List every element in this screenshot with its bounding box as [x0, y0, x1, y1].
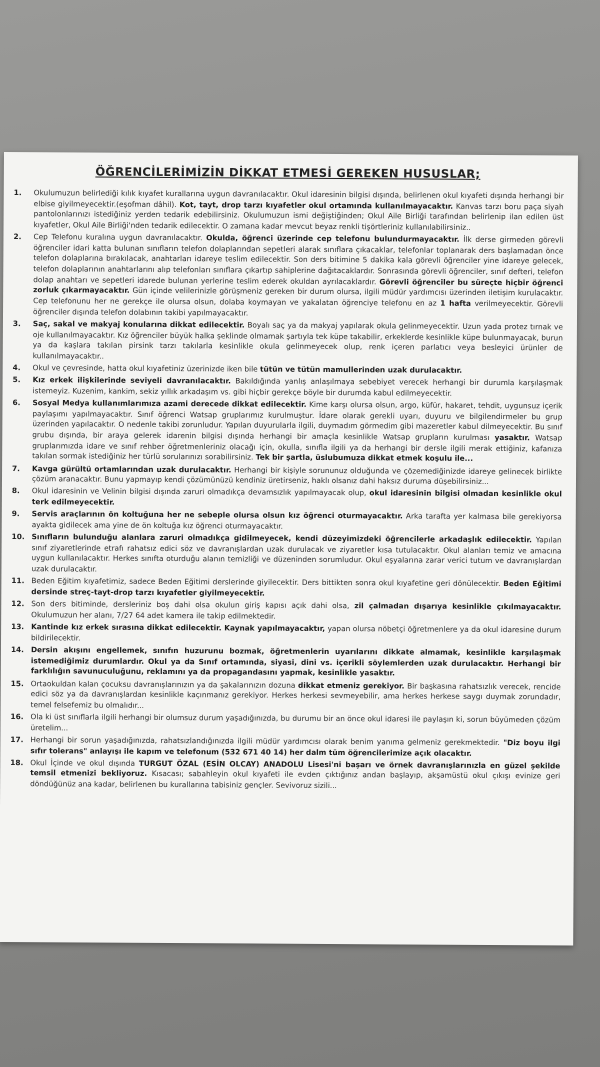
rule-text: Herhangi bir kişiyle sorununuz olduğunda ve çözemediğinizde idareye gelinecek birlikte çözüm aranacaktır. Bunu yapmayıp kendi çözümünüzü kendiniz üretirseniz, haklı olsanız dahi haksız duruma düşebilirsiniz... [31, 464, 563, 487]
rule-number: 9. [11, 509, 20, 519]
rule-item [11, 319, 563, 365]
rule-text: Ortaokuldan kalan çocuksu davranışlarınızın ya da şakalarınızın dozuna [30, 678, 299, 690]
rule-emphasis-text: Servis araçlarının ön koltuğuna her ne sebeple olursa olsun kız öğrenci oturmayacaktır. [31, 509, 403, 521]
rule-emphasis-text: zil çalmadan dışarıya kesinlikle çıkılmayacaktır. [354, 601, 562, 612]
rule-emphasis-text: Sınıfların bulunduğu alanlara zaruri olmadıkça gidilmeyecek, kendi düzeyimizdeki öğrencilerle arkadaşlık edilecektir. [31, 532, 532, 545]
rule-text: Kanvas tarzı boru paça siyah pantolonlarınızı istediğiniz yerden tedarik edebilirsiniz. Okulumuzun ismi değiştiğinden; Okul Aile Birliği tarafından belirlenip ilan edilen üst kıyafetler, Okul Aile Birliği'nden tedarik edilecektir. O zamana kadar mevcut beyaz renkli tişörtleriniz kullanılabilirsiniz.. [33, 201, 564, 232]
rule-text: Ola ki üst sınıflarla ilgili herhangi bir olumsuz durum yaşadığınızda, bu durumu bir an önce okul idaresi ile paylaşın ki, sorun büyümeden çözüm üretelim... [30, 712, 561, 733]
rule-emphasis-text: Kot, tayt, drop tarzı kıyafetler okul ortamında kullanılmayacaktır. [179, 199, 454, 211]
rule-number: 14. [10, 645, 25, 655]
rule-emphasis-text: Kantinde kız erkek sırasına dikkat edilecektir. Kaynak yapılmayacaktır, [31, 622, 326, 634]
rules-list [8, 188, 564, 793]
rule-text: Boyalı saç ya da makyaj yapılarak okula gelinmeyecektir. Uzun yada protez tırnak ve oje kullanılmayacaktır. Kız öğrenciler büyük halka şeklinde olmamak şartıyla tek küpe takabilir, erkeklerde kesinlikle küpe bulunmayacak, burun ya da kaşlara takılan pirsink tarzı takılarla kesinlikle okula gelinmeyecek olup, renk içeren parlatıcı veya besleyici ürünler de kullanılmayacaktır.. [32, 320, 563, 361]
rule-text: Herhangi bir sorun yaşadığınızda, rahatsızlandığınızda ilgili müdür yardımcısı olarak benim yanıma gelmeniz gerekmektedir. [30, 735, 504, 747]
rule-emphasis-text: Sosyal Medya kullanımlarımıza azami derecede dikkat edilecektir. [32, 398, 307, 409]
rule-text: Cep Telefonu kuralına uygun davranılacaktır. [33, 232, 207, 243]
rule-emphasis-text: Görevli öğrenciler bu süreçte hiçbir öğrenci zorluk çıkarmayacaktır. [33, 277, 564, 296]
rule-item [8, 758, 560, 793]
rule-text: Okul ve çevresinde, hatta okul kıyafetiniz üzerinizde iken bile [32, 363, 261, 374]
rule-text: Watsap gruplarımızda idare ve sınıf rehber öğretmenleriniz olacağı için, okulla, sınıfla ilgili ya da herhangi bir dersle ilgili merak ettiğiniz, kafanıza takılan sormak istediğiniz her türlü sorularınızı sorabilirsiniz. [32, 433, 563, 462]
rule-text: Son ders bitiminde, dersleriniz boş dahi olsa okulun giriş kapısı açık dahi olsa, [31, 599, 355, 611]
rule-item [10, 509, 562, 534]
rule-item [9, 679, 561, 714]
rule-item [11, 375, 563, 400]
rule-item [9, 576, 561, 601]
rule-text: Okulumuzun her alanı, 7/27 64 adet kamera ile takip edilmektedir. [31, 610, 276, 621]
rule-number: 1. [13, 188, 22, 198]
rule-item [9, 532, 561, 578]
rule-number: 8. [11, 486, 20, 496]
rule-emphasis-text: 1 hafta [440, 298, 472, 308]
rule-text: Okul idaresinin ve Velinin bilgisi dışında zaruri olmadıkça devamsızlık yapılmayacak olup, [31, 486, 370, 498]
rule-number: 2. [13, 232, 22, 242]
rule-item [9, 599, 561, 624]
rule-item [11, 232, 564, 320]
rule-emphasis-text: Beden Eğitimi dersinde streç-tayt-drop tarzı kıyafetler giyilmeyecektir. [31, 579, 562, 598]
rule-item [10, 486, 562, 511]
rule-emphasis-text: Okulda, öğrenci üzerinde cep telefonu bulundurmayacaktır. [206, 233, 460, 244]
rule-emphasis-text: Kız erkek ilişkilerinde seviyeli davranılacaktır. [32, 375, 231, 386]
rule-emphasis-text: "Diz boyu ilgi sıfır tolerans" anlayışı ile kapım ve telefonum (532 671 40 14) her dalm tüm öğrencilerimize açık olacaktır. [30, 737, 561, 758]
rule-number: 18. [10, 757, 24, 767]
rule-text: Kime karşı olursa olsun, argo, küfür, hakaret, tehdit, uygunsuz içerik paylaşımı yapılmayacaktır. Sınıf öğrenci Watsap gruplarımız kurulmuştur. İdare olarak gerekli uyarı, duyuru ve bilgilendirmeler bu grup üzerinden yapılacaktır. O nedenle takibi zorunludur. Yapılan duyurularla ilgili, duymadım görmedim gibi mazeretler kabul dilmeyecektir. Bu sınıf grubu dışında, bir araya gelerek idarenin bilgisi dışında herhangi bir amaçla kesinlikle Watsap grupların kurulması [32, 399, 563, 443]
rule-item [10, 464, 562, 489]
rule-text: Kısacası; sabahleyin okul kıyafeti ile evden çıktığınız andan başlayıp, akşamüstü okul çıkışı evinize geri döndüğünüz ana kadar, belirlenen bu kurallarına tabisiniz gençler. Sevivoruz sizili... [30, 769, 561, 791]
rule-text: yapan olursa nöbetçi öğretmenlere ya da okul idaresine durum bildirilecektir. [31, 624, 562, 643]
rule-item [12, 188, 564, 234]
rule-text: Beden Eğitim kıyafetimiz, sadece Beden Eğitimi derslerinde giyilecektir. Ders bittikten sonra okul kıyafetine geri dönülecektir. [31, 576, 504, 589]
rule-item [8, 735, 560, 760]
rule-text: Bir başkasına rahatsızlık verecek, rencide edici söz ya da davranışlardan kesinlikle kaçınmanız gerekiyor. Herkes herkesi sevmeyebilir, ama herkes herkese saygı duymak zorundadır, temel felsefemiz bu olmalıdır... [30, 680, 561, 710]
rule-number: 7. [12, 463, 21, 473]
rule-item [9, 645, 561, 680]
rule-emphasis-text: Dersin akışını engellemek, sınıfın huzurunu bozmak, öğretmenlerin uyarılarını dikkate almamak, kesinlikle karşılaşmak istemediğimiz durumlardır. Okul ya da Sınıf ortamında, siyasi, dini vs. içerikli söylemlerden uzak durulacaktır. Herhangi bir farklılığın savunuculuğunu, reklamını ya da propagandasını yapmak, kesinlikle yasaktır. [30, 645, 561, 678]
rule-item [8, 712, 560, 737]
rule-text: İlk derse girmeden görevli öğrenciler idari katta bulunan sınıfların telefon dolaplarından sepetleri alarak sınıflara çıkacaklar, telefonlar toplanarak ders başlamadan önce telefon dolaplarına bırakılacak, anahtarları idareye teslim edilecektir. Son ders bitimine 5 dakika kala görevli öğrenciler yine idareye gelecek, telefon dolaplarının anahtarlarını alıp telefonları sınıflara çıkartıp sahiplerine dağıtacaklardır. Sonrasında görevli öğrenciler, sınıf defteri, telefon dolap anahtarı ve sepetleri idarede bulunan yerlerine teslim ederek okuldan ayrılacaklardır. [33, 234, 564, 287]
rule-emphasis-text: dikkat etmeniz gerekiyor. [298, 680, 405, 690]
rule-emphasis-text: TURGUT ÖZAL (ESİN OLCAY) ANADOLU Lisesi'ni başarı ve örnek davranışlarınızla en güzel şekilde temsil etmenizi bekliyoruz. [30, 758, 561, 779]
rule-emphasis-text: yasaktır. [494, 433, 530, 443]
rule-emphasis-text: tütün ve tütün mamullerinden uzak durulacaktır. [259, 364, 463, 375]
rule-number: 3. [12, 318, 21, 328]
rule-text: Bakıldığında yanlış anlaşılmaya sebebiyet verecek herhangi bir durumla karşılaşmak istemeyiz. Kuzenim, kankim, sekiz yıllık arkadaşım vs. gibi hiçbir gerekçe böyle bir durumda kabul edilmeyecektir. [32, 376, 563, 398]
rule-number: 16. [10, 712, 24, 722]
rule-text: Okul İçinde ve okul dışında [30, 757, 139, 768]
rule-number: 12. [11, 599, 25, 609]
rule-number: 11. [11, 576, 25, 586]
rule-number: 13. [11, 622, 25, 632]
rule-number: 10. [11, 532, 25, 542]
rule-number: 5. [12, 375, 21, 385]
rule-emphasis-text: Saç, sakal ve makyaj konularına dikkat edilecektir. [32, 319, 245, 330]
document-title: ÖĞRENCİLERİMİZİN DİKKAT ETMESİ GEREKEN HUSUSLAR; [95, 164, 481, 181]
rule-text: Arka tarafta yer kalmasa bile gerekiyorsa ayakta gidilecek ama yine de ön koltuğa kız öğrenci oturmayacaktır. [31, 511, 562, 531]
rule-number: 6. [12, 398, 21, 408]
rule-number: 15. [10, 678, 24, 688]
rule-number: 17. [10, 734, 24, 745]
rule-emphasis-text: Kavga gürültü ortamlarından uzak durulacaktır. [32, 463, 232, 474]
rule-number: 4. [12, 363, 21, 373]
rule-item [10, 398, 562, 465]
rule-item [9, 622, 561, 647]
rule-emphasis-text: okul idaresinin bilgisi olmadan kesinlikle okul terk edilmeyecektir. [31, 488, 562, 507]
rule-text: Okulumuzun belirlediği kılık kıyafet kurallarına uygun davranılacaktır. Okul idaresinin bilgisi dışında, belirlenen okul kıyafeti dışında herhangi bir elbise giyilmeyecektir.(eşofman dâhil). [33, 188, 564, 209]
document-page [0, 152, 578, 945]
rule-emphasis-text: Tek bir şartla, üslubumuza dikkat etmek koşulu ile... [255, 452, 474, 464]
rule-text: Gün içinde velilerinizle görüşmeniz gereken bir durum olursa, ilgili müdür yardımcısı üzerinden iletişim kurulacaktır. Cep telefonunu her ne gerekçe ile olursa olsun, dolaba koymayan ve yakalatan öğrenciye telefonu en az [33, 286, 564, 308]
rule-text: verilmeyecektir. Görevli öğrenciler dışında telefon dolabının takibi yapılmayacaktır. [32, 298, 564, 318]
rule-text: Yapılan sınıf ziyaretlerinde etrafı rahatsız edici söz ve davranışlardan uzak durulacak ve ziyaretler kısa tutulacaktır. Okul alanları temiz ve amacına uygun kullanılacaktır. Herkes sınıfta oturduğu alanın temizliği ve düzeninden sorumludur. Okul eşyalarına zarar verici tutum ve davranışlardan uzak durulacaktır. [31, 535, 562, 574]
